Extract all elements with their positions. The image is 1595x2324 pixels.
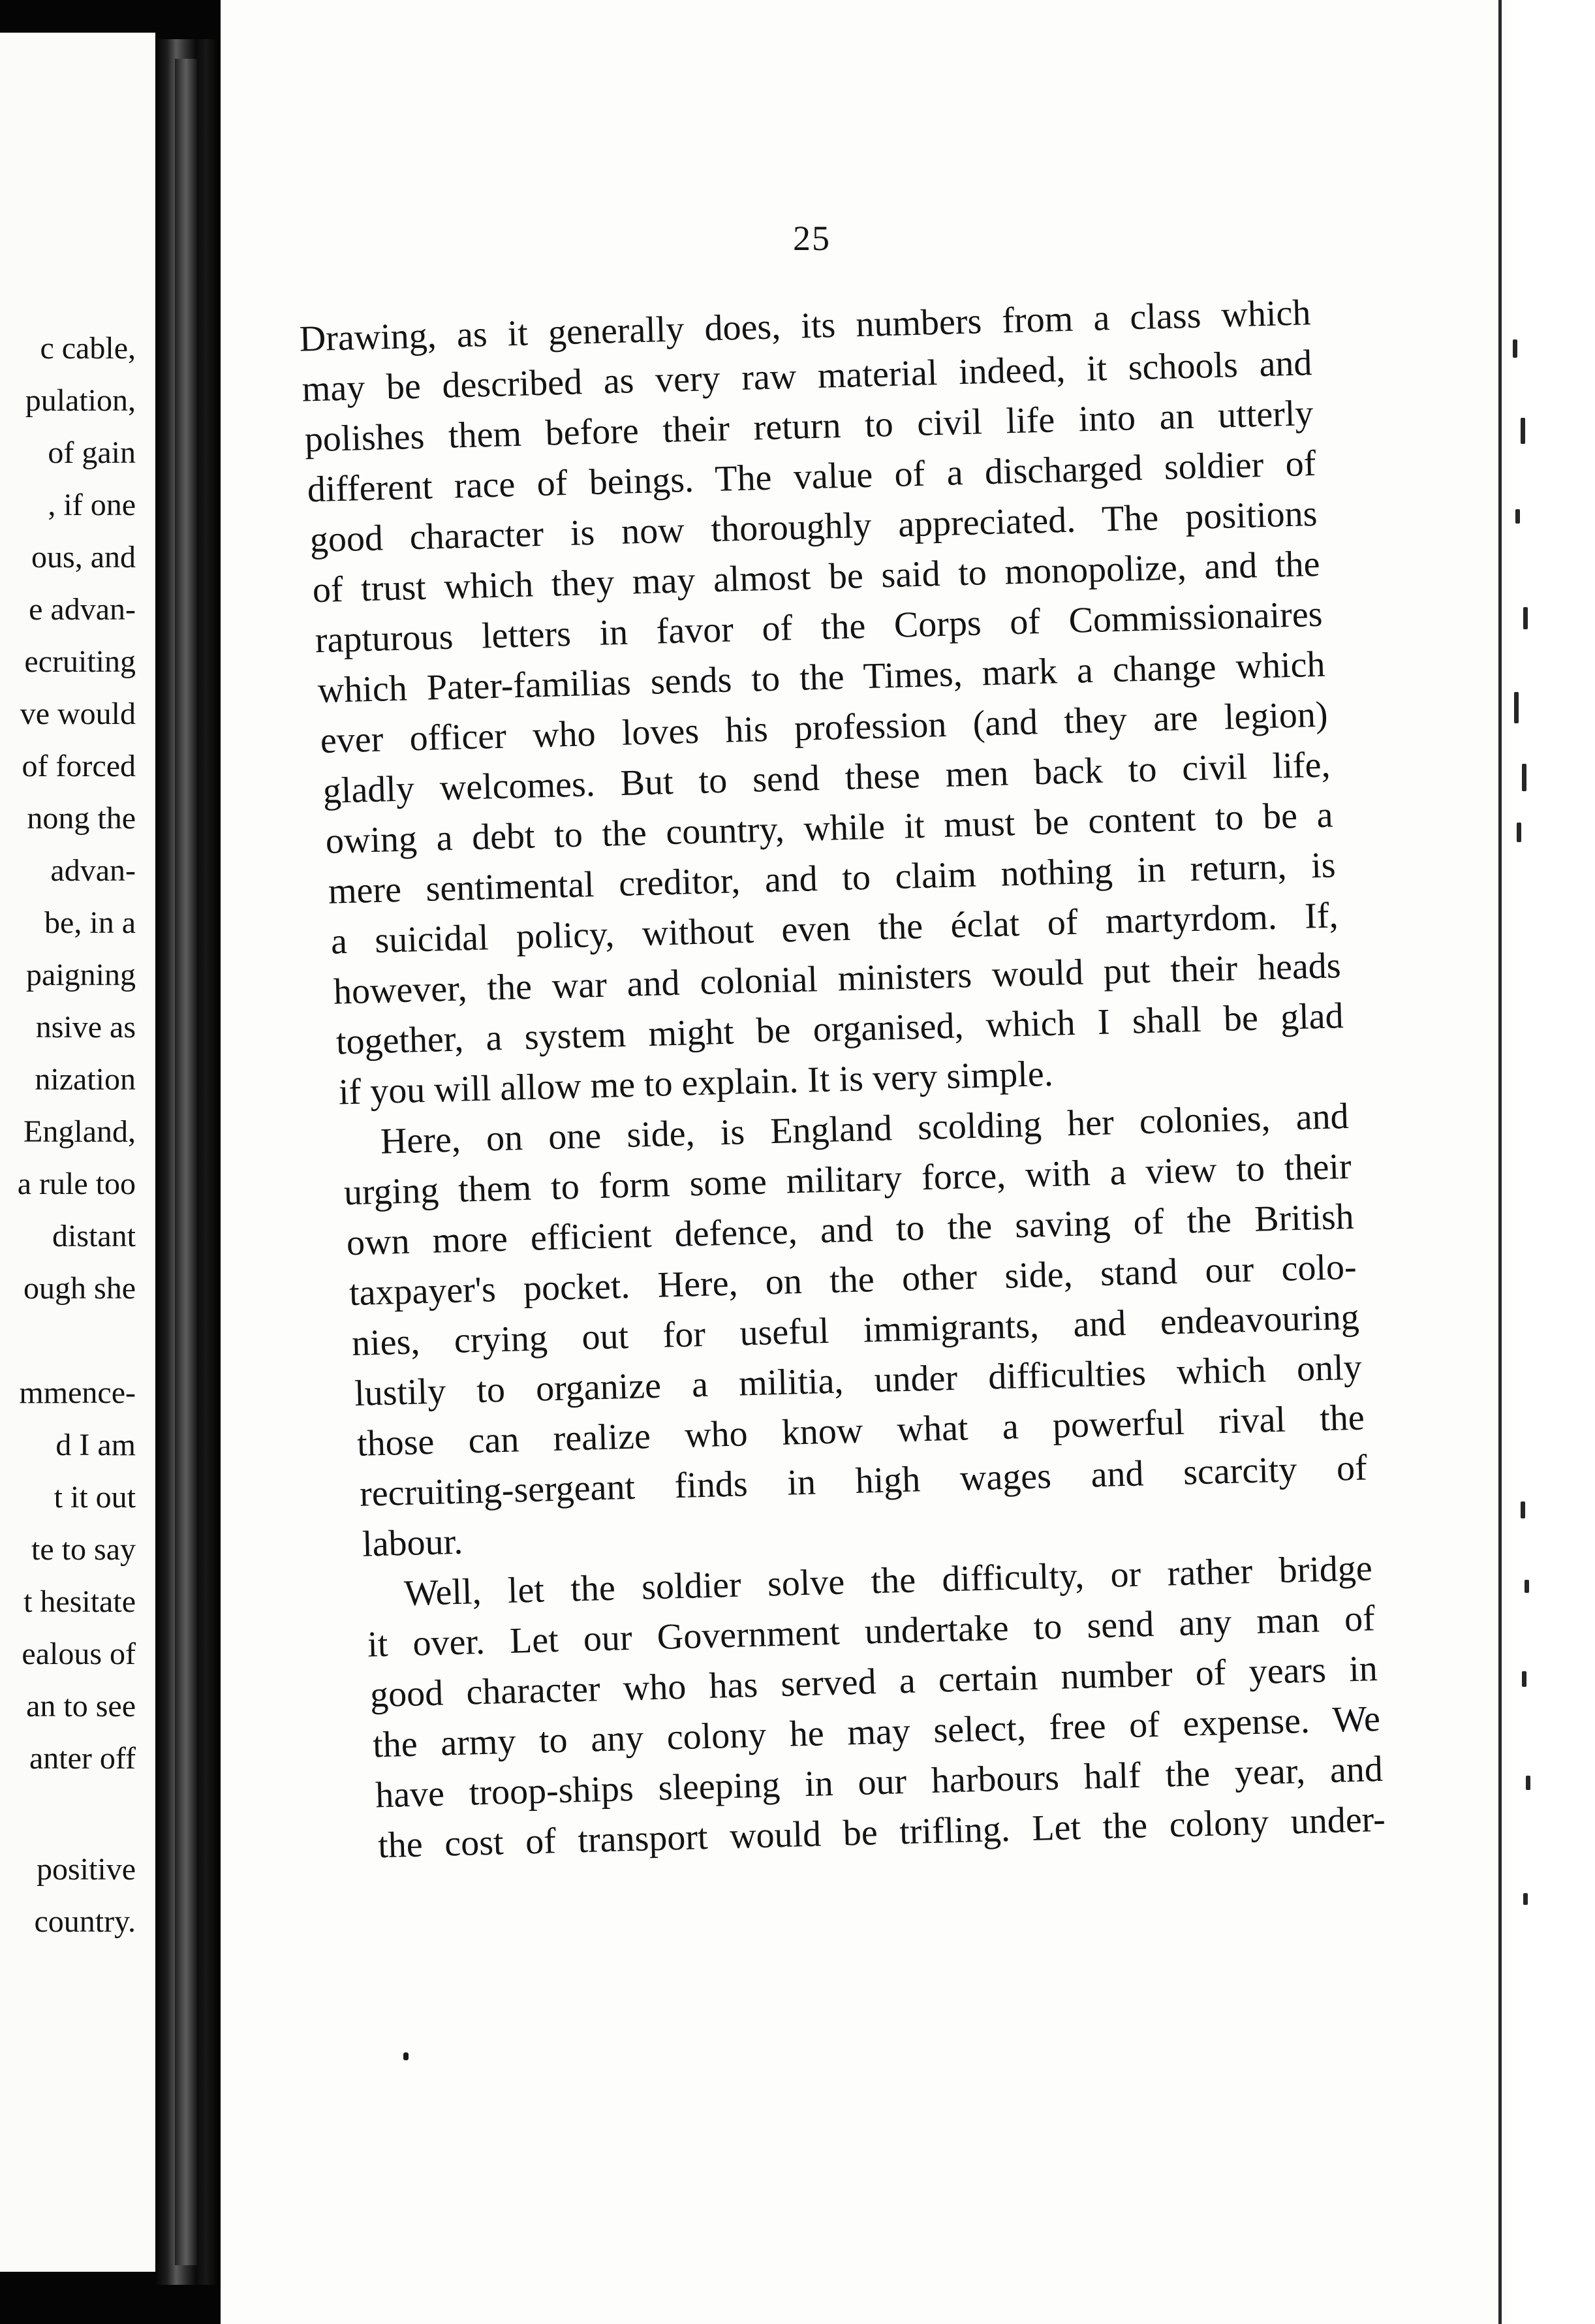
body-line: mere sentimental creditor, and to claim nothing in return, is <box>328 845 1337 912</box>
left-page-line: country. <box>34 1904 136 1939</box>
body-line: rapturous letters in favor of the Corps of Commissionaires <box>315 593 1324 661</box>
left-page-line: nong the <box>27 801 136 836</box>
body-line: it over. Let our Government undertake to send any man of <box>367 1598 1376 1665</box>
left-page-line: ous, and <box>31 540 136 574</box>
left-page-line: of forced <box>22 749 136 783</box>
body-line: Here, on one side, is England scolding her colonies, and <box>380 1095 1350 1162</box>
body-line: may be described as very raw material indeed, it schools and <box>302 343 1313 410</box>
body-line: of trust which they may almost be said to monopolize, and the <box>312 543 1321 611</box>
body-line: ever officer who loves his profession (and they are legion) <box>320 694 1329 761</box>
left-page-line: ve would <box>20 697 136 731</box>
left-page-line: , if one <box>48 488 136 522</box>
body-line: the army to any colony he may select, free of expense. We <box>372 1699 1381 1766</box>
body-line: those can realize who know what a powerful rival the <box>356 1397 1365 1464</box>
left-page-line: distant <box>52 1219 136 1253</box>
left-page-line: nization <box>35 1062 136 1097</box>
left-page-line: pulation, <box>25 383 136 418</box>
left-page-line: England, <box>23 1114 136 1149</box>
body-line: Drawing, as it generally does, its numbers from a class which <box>299 292 1312 360</box>
body-line: lustily to organize a militia, under difficulties which only <box>354 1347 1363 1414</box>
body-line: a suicidal policy, without even the éclat of martyrdom. If, <box>330 895 1339 962</box>
body-line: own more efficient defence, and to the saving of the British <box>346 1196 1355 1264</box>
left-page-line: t it out <box>54 1480 136 1515</box>
body-line: the cost of transport would be trifling. Let the colony under- <box>377 1798 1386 1866</box>
body-line: labour. <box>362 1521 463 1565</box>
left-page-line: mmence- <box>19 1375 136 1410</box>
body-line: gladly welcomes. But to send these men back to civil life, <box>322 744 1331 811</box>
left-page-line: te to say <box>31 1532 136 1567</box>
left-page-line: a rule too <box>17 1167 136 1201</box>
left-page-line: e advan- <box>29 592 136 627</box>
ink-dot-mark <box>403 2052 409 2060</box>
left-page-line: d I am <box>55 1428 136 1462</box>
left-page-line: nsive as <box>35 1010 136 1044</box>
left-page-line: be, in a <box>44 905 136 940</box>
body-line: Well, let the soldier solve the difficulty, or rather bridge <box>403 1548 1373 1614</box>
body-line: good character is now thoroughly appreciated. The positions <box>309 493 1318 561</box>
body-line: owing a debt to the country, while it must be content to be a <box>325 794 1334 862</box>
left-page-line: ealous of <box>22 1637 136 1671</box>
left-page-line: ecruiting <box>24 644 136 679</box>
body-line: taxpayer's pocket. Here, on the other side, stand our colo- <box>348 1246 1357 1314</box>
body-line: urging them to form some military force, with a view to their <box>343 1146 1352 1214</box>
left-page-line: ough she <box>23 1271 136 1306</box>
left-page-line: t hesitate <box>23 1584 136 1619</box>
left-page-line: an to see <box>26 1689 136 1723</box>
page-number: 25 <box>793 219 831 258</box>
body-line: have troop-ships sleeping in our harbours half the year, and <box>375 1748 1384 1816</box>
body-line: which Pater-familias sends to the Times, mark a change which <box>317 644 1326 712</box>
body-line: nies, crying out for useful immigrants, and endeavouring <box>351 1296 1360 1364</box>
left-page-line: of gain <box>48 435 136 470</box>
body-line: recruiting-sergeant finds in high wages and scarcity of <box>359 1447 1368 1515</box>
body-line: polishes them before their return to civil life into an utterly <box>304 392 1314 460</box>
body-line: different race of beings. The value of a discharged soldier of <box>307 443 1317 510</box>
left-page-line: c cable, <box>40 331 136 366</box>
left-page-line: anter off <box>29 1741 136 1776</box>
left-page-line: paigning <box>26 958 136 992</box>
body-line: however, the war and colonial ministers would put their heads <box>333 945 1342 1013</box>
left-page-line: positive <box>37 1852 136 1887</box>
left-page-line: advan- <box>50 853 136 888</box>
body-line: if you will allow me to explain. It is very simple. <box>338 1053 1054 1113</box>
body-line: good character who has served a certain number of years in <box>369 1648 1378 1716</box>
body-line: together, a system might be organised, which I shall be glad <box>335 996 1344 1063</box>
